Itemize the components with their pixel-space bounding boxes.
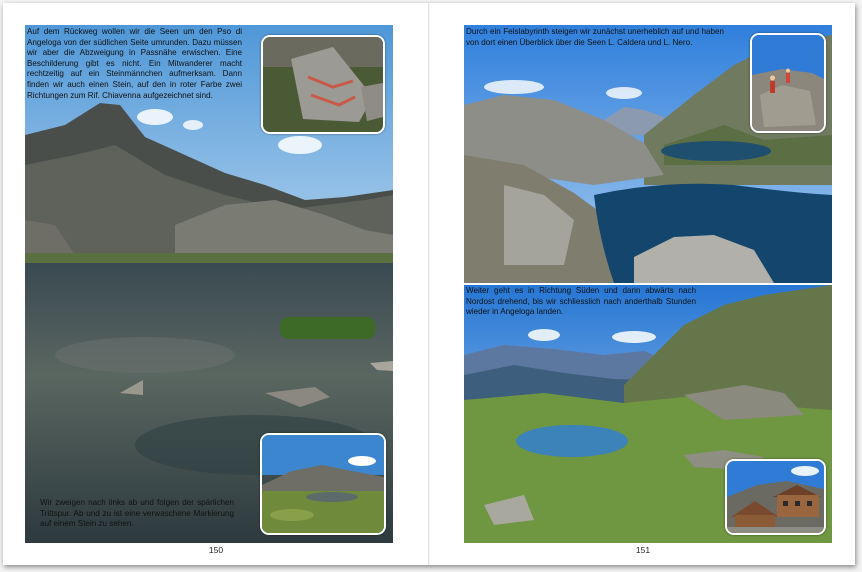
inset-photo-hikers-climbing — [750, 33, 826, 133]
right-page-number: 151 — [635, 545, 651, 555]
inset-photo-red-marked-stone — [261, 35, 385, 134]
inset-photo-mountain-hut — [725, 459, 826, 535]
left-caption-bottom: Wir zweigen nach links ab und folgen der spärlichen Trittspur. Ab und zu ist eine verwaschene Markierung auf einem Stein zu sehen. — [40, 498, 234, 529]
inset-photo-trail — [260, 433, 386, 535]
book-spine — [428, 3, 430, 565]
right-caption-top: Durch ein Felslabyrinth steigen wir zunächst unerheblich auf und haben von dort einen Überblick über die Seen L. Caldera und L. Nero. — [466, 27, 724, 47]
left-caption-top: Auf dem Rückweg wollen wir die Seen um den Pso di Angeloga von der südlichen Seite umrunden. Dazu müssen wir aber die Abzweigung in Passnähe erwischen. Eine Beschilderung gibt es nicht. Ein Mitwanderer macht rechtzeitig auf ein Steinmännchen aufmerksam. Dann finden wir auch einen Stein, auf den in roter Farbe zwei Richtungen zum Rif. Chiavenna aufgezeichnet sind. — [27, 27, 242, 100]
left-page-number: 150 — [208, 545, 224, 555]
right-caption-middle: Weiter geht es in Richtung Süden und dann abwärts nach Nordost drehend, bis wir schliesslich nach anderthalb Stunden wieder in Angeloga landen. — [466, 286, 696, 317]
